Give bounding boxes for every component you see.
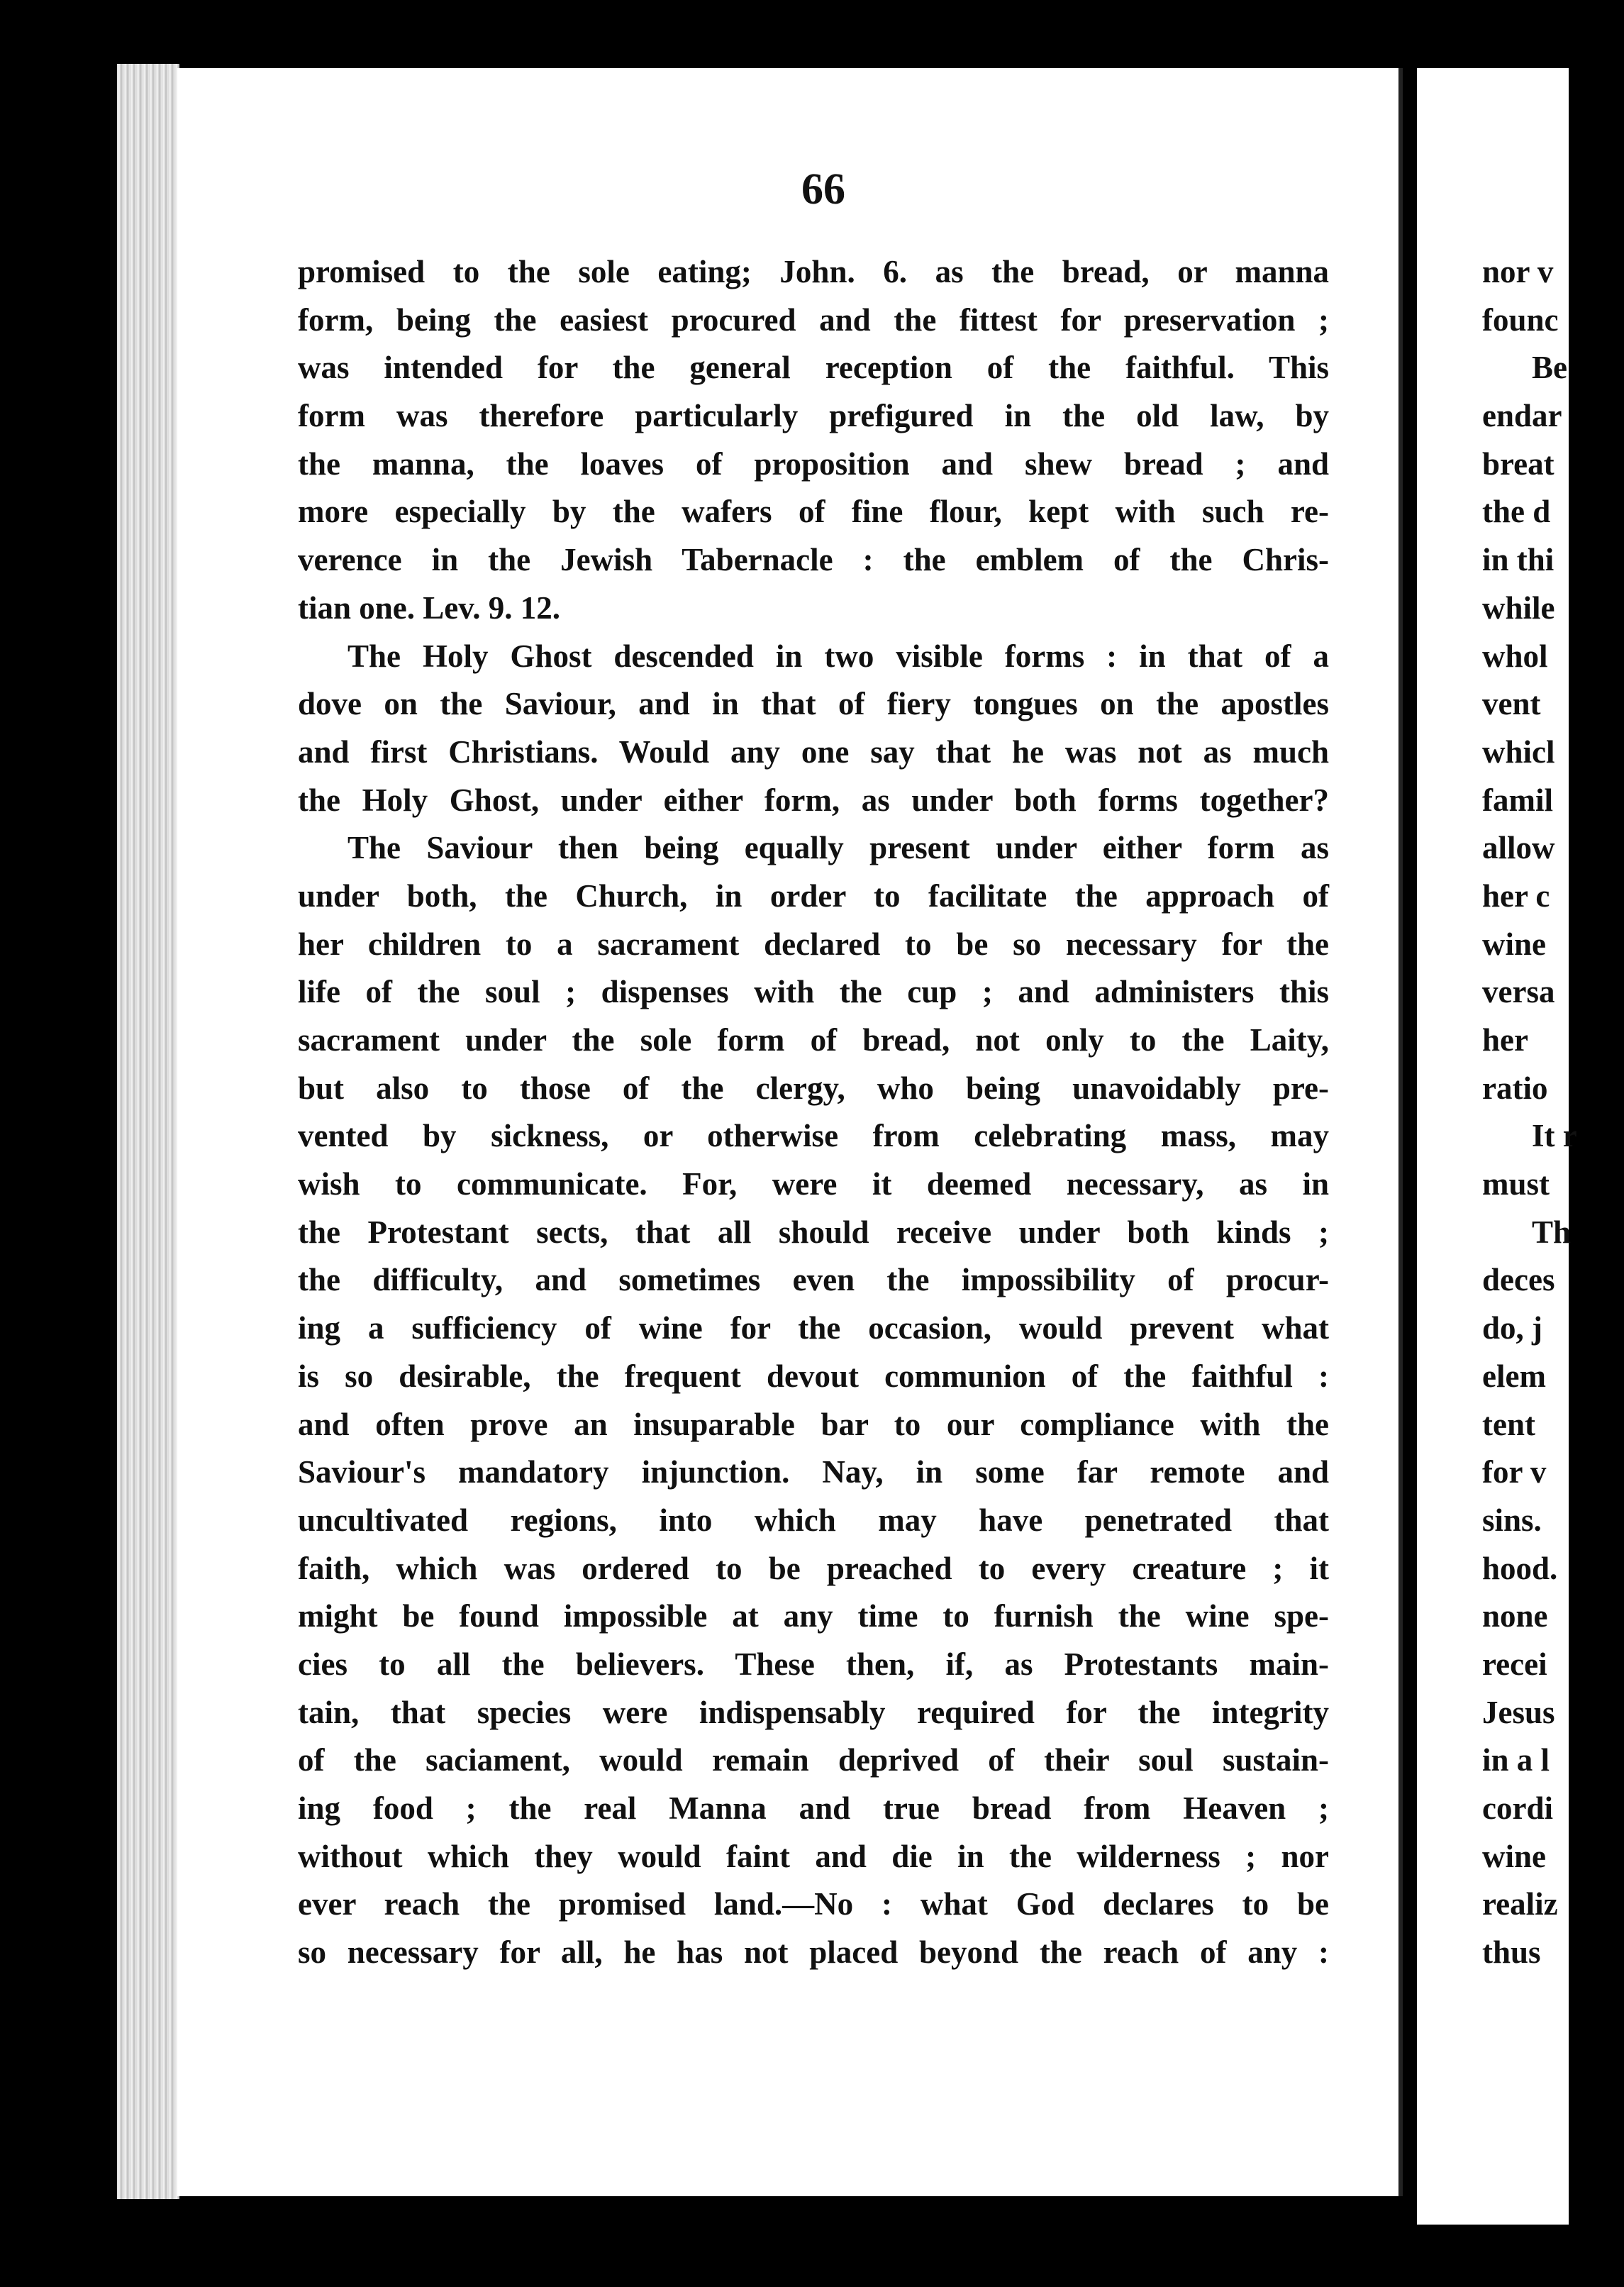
text-line: for v	[1482, 1454, 1547, 1490]
text-line: her	[1482, 1022, 1528, 1058]
text-line: do, j	[1482, 1310, 1543, 1346]
text-line: recei	[1482, 1646, 1547, 1682]
text-line: the Holy Ghost, under either form, as under both forms together?	[298, 782, 1329, 818]
text-line: vent	[1482, 686, 1541, 722]
text-line: under both, the Church, in order to facilitate the approach of	[298, 877, 1329, 914]
text-line: faith, which was ordered to be preached to every creature ; it	[298, 1550, 1329, 1586]
text-line: and first Christians. Would any one say that he was not as much	[298, 733, 1329, 770]
text-line: but also to those of the clergy, who being unavoidably pre-	[298, 1070, 1329, 1106]
text-line: the d	[1482, 494, 1551, 530]
text-line: versa	[1482, 974, 1555, 1010]
text-line: the difficulty, and sometimes even the impossibility of procur-	[298, 1262, 1329, 1298]
text-line: her children to a sacrament declared to be so necessary for the	[298, 926, 1329, 962]
left-page	[177, 68, 1403, 2196]
text-line: ing a sufficiency of wine for the occasion, would prevent what	[298, 1310, 1329, 1346]
text-line: uncultivated regions, into which may have penetrated that	[298, 1502, 1329, 1538]
text-line: ing food ; the real Manna and true bread from Heaven ;	[298, 1790, 1329, 1826]
text-line: might be found impossible at any time to furnish the wine spe-	[298, 1598, 1329, 1634]
text-line: deces	[1482, 1262, 1555, 1298]
text-line: whol	[1482, 638, 1548, 674]
text-line: The Holy Ghost descended in two visible forms : in that of a	[347, 638, 1329, 674]
text-line: ratio	[1482, 1070, 1548, 1106]
right-page-partial	[1417, 68, 1577, 2225]
text-line: realiz	[1482, 1886, 1558, 1922]
text-line: wine	[1482, 926, 1546, 962]
text-line: form was therefore particularly prefigured in the old law, by	[298, 398, 1329, 434]
text-line: breat	[1482, 445, 1555, 482]
text-line: famil	[1482, 782, 1553, 818]
text-line: whicl	[1482, 733, 1555, 770]
text-line: without which they would faint and die in the wilderness ; nor	[298, 1838, 1329, 1874]
text-line: wine	[1482, 1838, 1546, 1874]
text-line: It r	[1532, 1118, 1577, 1154]
text-line: is so desirable, the frequent devout communion of the faithful :	[298, 1358, 1329, 1394]
text-line: sacrament under the sole form of bread, not only to the Laity,	[298, 1022, 1329, 1058]
body-text	[298, 248, 1329, 1977]
text-line: while	[1482, 589, 1555, 626]
text-line: so necessary for all, he has not placed beyond the reach of any :	[298, 1934, 1329, 1971]
text-line: elem	[1482, 1358, 1546, 1394]
text-line: must	[1482, 1166, 1550, 1202]
text-line: endar	[1482, 398, 1562, 434]
text-line: cordi	[1482, 1790, 1553, 1826]
text-line: The Saviour then being equally present under either form as	[347, 830, 1329, 866]
text-line: of the saciament, would remain deprived of their soul sustain-	[298, 1742, 1329, 1778]
text-line: Jesus	[1482, 1694, 1555, 1730]
text-line: ever reach the promised land.—No : what God declares to be	[298, 1886, 1329, 1922]
text-line: sins.	[1482, 1502, 1542, 1538]
text-line: was intended for the general reception of the faithful. This	[298, 350, 1329, 386]
text-line: verence in the Jewish Tabernacle : the emblem of the Chris-	[298, 542, 1329, 578]
text-line: tain, that species were indispensably required for the integrity	[298, 1694, 1329, 1730]
text-line: tent	[1482, 1406, 1535, 1442]
text-line: tian one. Lev. 9. 12.	[298, 589, 561, 626]
text-line: promised to the sole eating; John. 6. as the bread, or manna	[298, 254, 1329, 289]
text-line: cies to all the believers. These then, if, as Protestants main-	[298, 1646, 1329, 1682]
right-page-text	[1482, 248, 1624, 1977]
text-line: wish to communicate. For, were it deemed necessary, as in	[298, 1166, 1329, 1202]
text-line: allow	[1482, 830, 1555, 866]
text-line: founc	[1482, 301, 1559, 338]
text-line: and often prove an insuparable bar to our compliance with the	[298, 1406, 1329, 1442]
text-line: nor v	[1482, 254, 1554, 289]
text-line: the Protestant sects, that all should receive under both kinds ;	[298, 1214, 1329, 1250]
text-line: Th	[1532, 1214, 1572, 1250]
book-spine	[117, 64, 179, 2199]
text-line: in thi	[1482, 542, 1555, 578]
text-line: in a l	[1482, 1742, 1550, 1778]
text-line: more especially by the wafers of fine flour, kept with such re-	[298, 494, 1329, 530]
text-line: dove on the Saviour, and in that of fiery tongues on the apostles	[298, 686, 1329, 722]
text-line: the manna, the loaves of proposition and shew bread ; and	[298, 445, 1329, 482]
text-line: Be	[1532, 350, 1567, 386]
text-line: form, being the easiest procured and the fittest for preservation ;	[298, 301, 1329, 338]
text-line: her c	[1482, 877, 1550, 914]
text-line: vented by sickness, or otherwise from celebrating mass, may	[298, 1118, 1329, 1154]
text-line: Saviour's mandatory injunction. Nay, in some far remote and	[298, 1454, 1329, 1490]
text-line: hood.	[1482, 1550, 1558, 1586]
text-line: none	[1482, 1598, 1548, 1634]
page-number: 66	[801, 165, 845, 214]
text-line: life of the soul ; dispenses with the cup ; and administers this	[298, 974, 1329, 1010]
text-line: thus	[1482, 1934, 1541, 1971]
